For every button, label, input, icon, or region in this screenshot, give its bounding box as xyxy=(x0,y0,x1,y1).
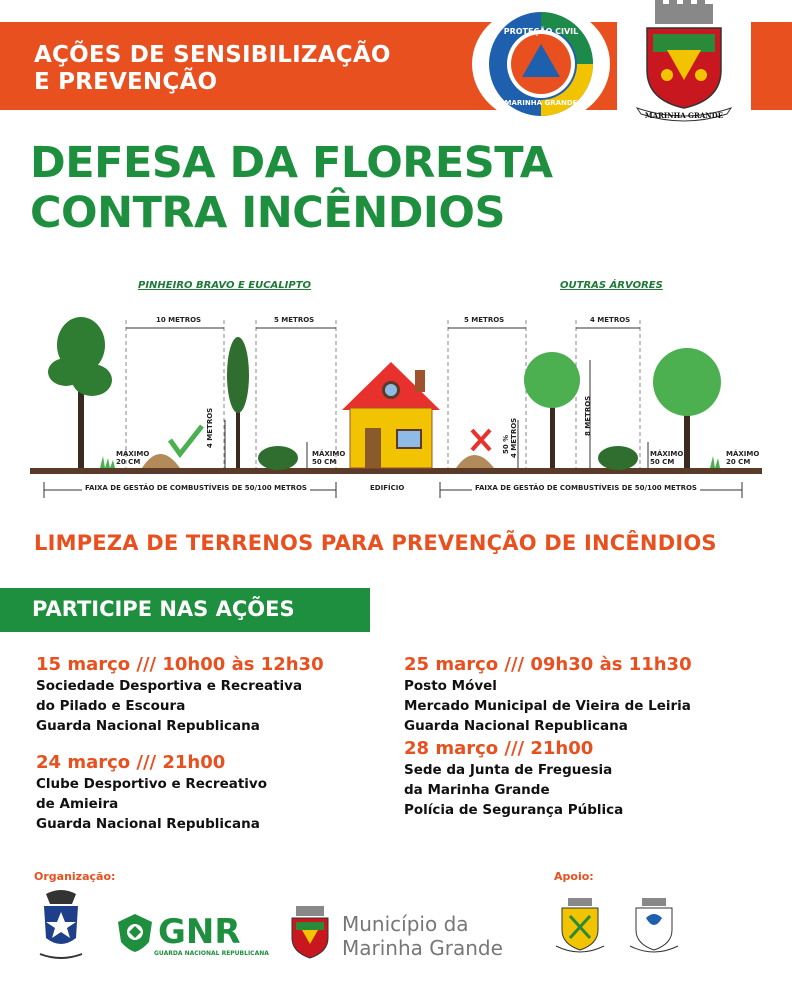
gnr-subtitle: GUARDA NACIONAL REPUBLICANA xyxy=(154,950,269,957)
banner-title xyxy=(34,42,391,96)
max-20cm-right: MÁXIMO 20 CM xyxy=(726,450,760,466)
height-4m-left: 4 METROS xyxy=(206,407,214,448)
strip-center-label: EDIFÍCIO xyxy=(370,484,405,492)
event-line: Sede da Junta de Freguesia xyxy=(404,762,613,778)
organizacao-label: Organização: xyxy=(34,870,116,883)
dist-4m-right-label: 4 METROS xyxy=(590,316,631,324)
max-20cm-left: MÁXIMO 20 CM xyxy=(116,450,150,466)
diagram-illustration xyxy=(20,270,772,510)
event-line: de Amieira xyxy=(36,796,119,812)
event-date: 28 março /// 21h00 xyxy=(404,738,594,759)
event-line: Guarda Nacional Republicana xyxy=(404,718,628,734)
page-title xyxy=(30,138,553,238)
max-50cm-right: MÁXIMO 50 CM xyxy=(650,450,684,466)
dist-10m-label: 10 METROS xyxy=(156,316,202,324)
height-4m-mid: 4 METROS xyxy=(510,417,518,458)
event-card xyxy=(404,654,692,736)
event-card xyxy=(36,654,324,736)
dist-5m-left-label: 5 METROS xyxy=(274,316,315,324)
participe-banner xyxy=(0,588,370,632)
municipio-crest-icon xyxy=(284,904,336,962)
participe-label: PARTICIPE NAS AÇÕES xyxy=(32,597,295,621)
event-date: 24 março /// 21h00 xyxy=(36,752,226,773)
marinha-grande-crest xyxy=(617,0,751,124)
event-line: Sociedade Desportiva e Recreativa xyxy=(36,678,303,694)
psp-emblem-icon xyxy=(36,888,86,968)
municipio-line-1: Município da xyxy=(342,912,469,936)
banner-line-1: AÇÕES DE SENSIBILIZAÇÃO xyxy=(34,42,391,68)
height-8m: 8 METROS xyxy=(584,395,592,436)
strip-right-label: FAIXA DE GESTÃO DE COMBUSTÍVEIS DE 50/100 METROS xyxy=(472,484,700,492)
event-line: do Pilado e Escoura xyxy=(36,698,186,714)
protecao-civil-logo xyxy=(472,4,610,124)
apoio-label: Apoio: xyxy=(554,870,594,883)
max-50cm-left: MÁXIMO 50 CM xyxy=(312,450,346,466)
banner-line-2: E PREVENÇÃO xyxy=(34,69,218,95)
event-card xyxy=(36,752,267,834)
title-line-2: CONTRA INCÊNDIOS xyxy=(30,188,505,238)
municipio-text xyxy=(342,912,503,960)
freguesia-vieira-de-leiria-crest-icon xyxy=(626,896,682,958)
dist-5m-right-label: 5 METROS xyxy=(464,316,505,324)
event-line: Posto Móvel xyxy=(404,678,497,694)
crest-label: MARINHA GRANDE xyxy=(644,111,724,120)
event-line: Guarda Nacional Republicana xyxy=(36,718,260,734)
title-line-1: DEFESA DA FLORESTA xyxy=(30,138,553,188)
freguesia-marinha-grande-crest-icon xyxy=(552,896,608,958)
gnr-shield-icon xyxy=(116,912,154,954)
protecao-civil-top-text: PROTEÇÃO CIVIL xyxy=(503,27,579,36)
event-line: Polícia de Segurança Pública xyxy=(404,802,624,818)
fuel-management-diagram xyxy=(20,270,772,510)
gnr-logo-text: GNR xyxy=(158,912,241,952)
subtitle: LIMPEZA DE TERRENOS PARA PREVENÇÃO DE INCÊNDIOS xyxy=(34,531,717,555)
height-50pct: 50 % xyxy=(502,434,510,454)
event-line: Clube Desportivo e Recreativo xyxy=(36,776,268,792)
strip-left-label: FAIXA DE GESTÃO DE COMBUSTÍVEIS DE 50/100 METROS xyxy=(82,484,310,492)
municipio-line-2: Marinha Grande xyxy=(342,936,503,960)
event-line: Mercado Municipal de Vieira de Leiria xyxy=(404,698,691,714)
event-card xyxy=(404,738,623,820)
event-line: Guarda Nacional Republicana xyxy=(36,816,260,832)
protecao-civil-bottom-text: MARINHA GRANDE xyxy=(504,99,578,107)
event-date: 25 março /// 09h30 às 11h30 xyxy=(404,654,692,675)
event-line: da Marinha Grande xyxy=(404,782,550,798)
event-date: 15 março /// 10h00 às 12h30 xyxy=(36,654,324,675)
right-category-label: OUTRAS ÁRVORES xyxy=(560,280,663,291)
left-category-label: PINHEIRO BRAVO E EUCALIPTO xyxy=(138,280,312,291)
